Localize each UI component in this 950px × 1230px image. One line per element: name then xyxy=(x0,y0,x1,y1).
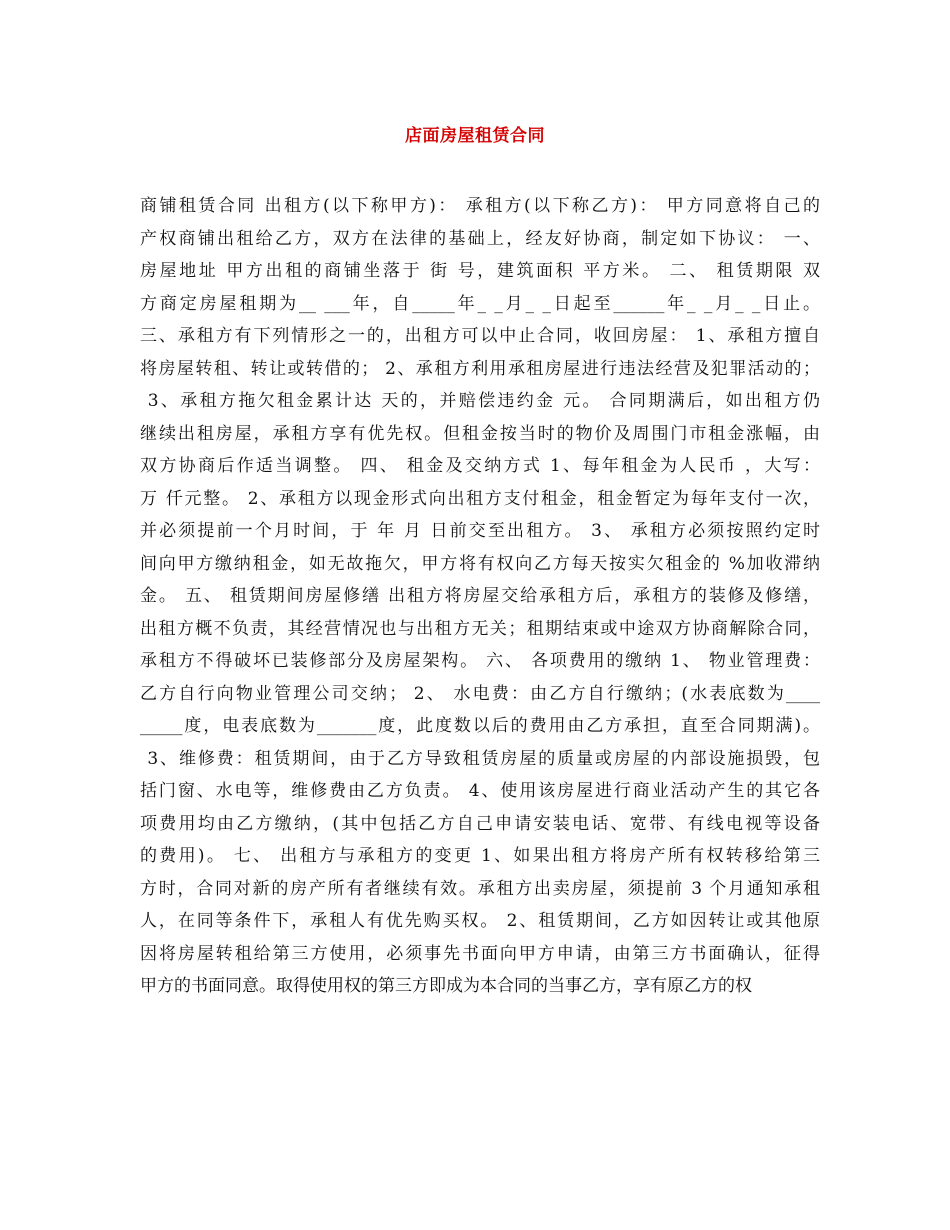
body-line: 双方协商后作适当调整。 四、 租金及交纳方式 1、每年租金为人民币 ，大写： xyxy=(140,456,820,476)
body-line: 并必须提前一个月时间，于 年 月 日前交至出租方。 3、 承租方必须按照约定时 xyxy=(140,521,820,541)
body-line: 承租方不得破坏已装修部分及房屋架构。 六、 各项费用的缴纳 1、 物业管理费： xyxy=(140,651,820,671)
body-line: 3、承租方拖欠租金累计达 天的，并赔偿违约金 元。 合同期满后，如出租方仍 xyxy=(140,391,820,411)
body-line: 三、承租方有下列情形之一的，出租方可以中止合同，收回房屋： 1、承租方擅自 xyxy=(140,326,820,346)
body-line: 金。 五、 租赁期间房屋修缮 出租方将房屋交给承租方后，承租方的装修及修缮， xyxy=(140,586,820,606)
body-line: 人，在同等条件下，承租人有优先购买权。 2、租赁期间，乙方如因转让或其他原 xyxy=(140,911,820,931)
body-line: 甲方的书面同意。取得使用权的第三方即成为本合同的当事乙方，享有原乙方的权 xyxy=(140,976,752,996)
document-body xyxy=(140,190,820,1003)
body-line: 乙方自行向物业管理公司交纳； 2、 水电费：由乙方自行缴纳；(水表底数为____ xyxy=(140,683,820,704)
body-line: 因将房屋转租给第三方使用，必须事先书面向甲方申请，由第三方书面确认，征得 xyxy=(140,943,820,964)
body-line: 项费用均由乙方缴纳，(其中包括乙方自己申请安装电话、宽带、有线电视等设备 xyxy=(140,813,820,834)
body-line: 3、维修费：租赁期间，由于乙方导致租赁房屋的质量或房屋的内部设施损毁，包 xyxy=(140,748,820,769)
body-line: 房屋地址 甲方出租的商铺坐落于 街 号，建筑面积 平方米。 二、 租赁期限 双 xyxy=(140,261,820,281)
body-line: 将房屋转租、转让或转借的； 2、承租方利用承租房屋进行违法经营及犯罪活动的； xyxy=(140,358,820,379)
body-line: 间向甲方缴纳租金，如无故拖欠，甲方将有权向乙方每天按实欠租金的 %加收滞纳 xyxy=(140,553,820,574)
body-line: 产权商铺出租给乙方，双方在法律的基础上，经友好协商，制定如下协议： 一、 xyxy=(140,228,820,249)
body-line: 的费用)。 七、 出租方与承租方的变更 1、如果出租方将房产所有权转移给第三 xyxy=(140,846,820,866)
document-title: 店面房屋租赁合同 xyxy=(405,126,545,146)
body-line: 括门窗、水电等，维修费由乙方负责。 4、使用该房屋进行商业活动产生的其它各 xyxy=(140,781,820,801)
body-line: 出租方概不负责，其经营情况也与出租方无关；租期结束或中途双方协商解除合同， xyxy=(140,618,820,639)
body-line: 商铺租赁合同 出租方(以下称甲方)： 承租方(以下称乙方)： 甲方同意将自己的 xyxy=(140,196,820,216)
body-line: 方商定房屋租期为__ ___年，自_____年_ _月_ _日起至______年_ _月_ _日止。 xyxy=(140,293,820,314)
body-line: 方时，合同对新的房产所有者继续有效。承租方出卖房屋，须提前 3 个月通知承租 xyxy=(140,878,820,899)
body-line: 万 仟元整。 2、承租方以现金形式向出租方支付租金，租金暂定为每年支付一次， xyxy=(140,488,820,509)
body-line: _____度，电表底数为_______度，此度数以后的费用由乙方承担，直至合同期满)。 xyxy=(140,716,820,736)
body-line: 继续出租房屋，承租方享有优先权。但租金按当时的物价及周围门市租金涨幅，由 xyxy=(140,423,820,444)
